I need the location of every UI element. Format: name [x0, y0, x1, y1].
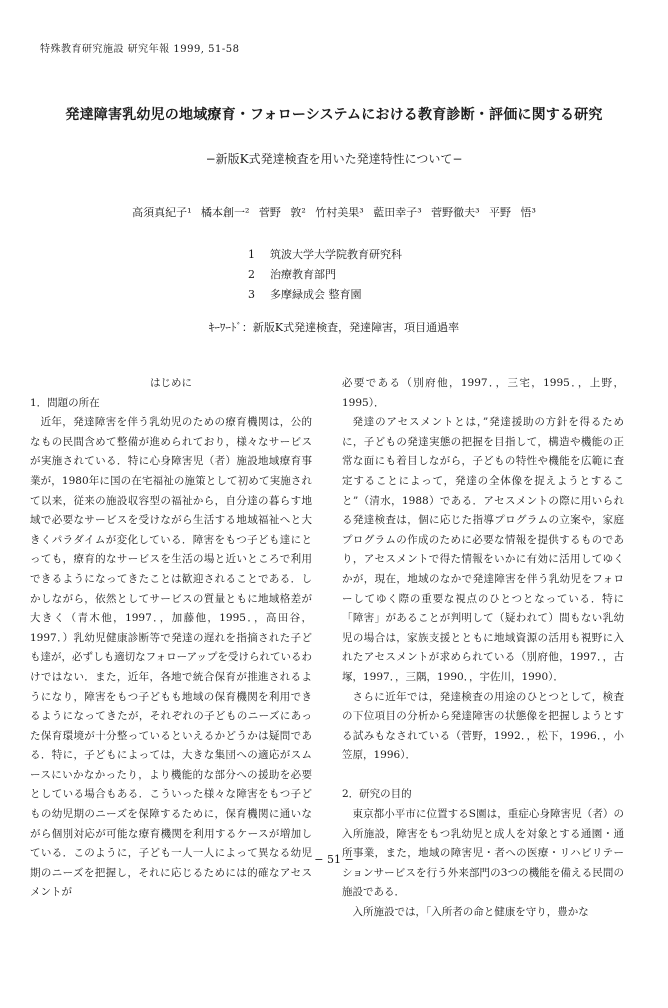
affiliation-list	[248, 245, 402, 305]
affiliation-item	[248, 245, 402, 265]
subsection-heading: 2．研究の目的	[342, 788, 412, 801]
subsection-heading: 1．問題の所在	[30, 396, 100, 409]
keywords-line: ｷｰﾜｰﾄﾞ：新版K式発達検査，発達障害，項目通過率	[208, 321, 460, 334]
journal-header: 特殊教育研究施設 研究年報 1999, 51-58	[40, 44, 240, 55]
paper-subtitle: −新版K式発達検査を用いた発達特性について−	[205, 152, 463, 166]
body-paragraph: 東京都小平市に位置するS園は，重症心身障害児（者）の入所施設，障害をもつ乳幼児と成人を対象とする通園・通所事業，また，地域の障害児・者への医療・リハビリテーションサービスを行う外来部門の3つの機能を備える民間の施設である．	[342, 808, 624, 899]
body-paragraph: 入所施設では，「入所者の命と健康を守り，豊かな	[352, 906, 589, 919]
affiliation-name: 多摩緑成会 整育園	[270, 288, 362, 301]
affiliation-name: 治療教育部門	[270, 268, 336, 281]
affiliation-number: 1	[248, 248, 255, 261]
author-list: 高須真紀子¹ 橘本創一² 菅野 敦² 竹村美果³ 藍田幸子³ 菅野徹夫³ 平野 悟³	[132, 206, 536, 219]
affiliation-number: 3	[248, 288, 255, 301]
body-paragraph: 近年，発達障害を伴う乳幼児のための療育機関は，公的なもの民間含めて整備が進められており，様々なサービスが実施されている．特に心身障害児（者）施設地域療育事業が，1980年に国の在宅福祉の施策として初めて実施されて以来，従来の施設収容型の福祉から，自分達の暮らす地域で必要なサービスを受けながら生活する地域福祉へと大きくパラダイムが変化している．障害をもつ子ども達にとっても，療育的なサービスを生活の場と近いところで利用できるようになってきたことは歓迎されることである．しかしながら，依然としてサービスの質量ともに地域格差が大きく（青木他，1997．，加藤他，1995．，高田谷，1997．）乳幼児健康診断等で発達の遅れを指摘された子ども達が，必ずしも適切なフォローアップを受けられているわけではない．また，近年，各地で統合保育が推進されるようになり，障害をもつ子どもも地域の保育機関を利用できるようになってきたが，それぞれの子どものニーズにあった保育環境が十分整っているといえるかどうかは疑問である．特に，子どもによっては，大きな集団への適応がスムースにいかなかったり，より機能的な部分への援助を必要としている場合もある．こういった様々な障害をもつ子どもの幼児期のニーズを保障するために，保育機関に通いながら個別対応が可能な療育機関を利用するケースが増加している．このように，子ども一人一人によって異なる幼児期のニーズを把握し，それに応じるためには的確なアセスメントが	[30, 416, 312, 899]
body-paragraph: 発達のアセスメントとは，”発達援助の方針を得るために，子どもの発達実態の把握を目指して，構造や機能の正常な面にも着目しながら，子どもの特性や機能を広範に査定することによって，発達の全体像を捉えようとすること”（清水，1988）である．アセスメントの際に用いられる発達検査は，個に応じた指導プログラムの立案や，家庭プログラムの作成のために必要な情報を提供するものであり，アセスメントで得た情報をいかに有効に活用してゆくかが，現在，地域のなかで発達障害を伴う乳幼児をフォローしてゆく際の重要な視点のひとつとなっている．特に「障害」があることが判明して（疑われて）間もない乳幼児の場合は，家族支援とともに地域資源の活用も視野に入れたアセスメントが求められている（別府他，1997．，古塚，1997．，三隅，1990．，宇佐川，1990）．	[342, 416, 624, 683]
paragraph-spacer	[342, 766, 624, 786]
right-column	[342, 374, 624, 923]
page-number: − 51 −	[314, 853, 354, 866]
paper-title: 発達障害乳幼児の地域療育・フォローシステムにおける教育診断・評価に関する研究	[65, 107, 603, 123]
left-column	[30, 374, 312, 903]
affiliation-number: 2	[248, 268, 255, 281]
affiliation-name: 筑波大学大学院教育研究科	[270, 248, 402, 261]
body-paragraph: さらに近年では，発達検査の用途のひとつとして，検査の下位項目の分析から発達障害の状態像を把握しようとする試みもなされている（菅野，1992．，松下，1996．，小笠原，1996）．	[342, 690, 624, 762]
body-paragraph: 必要である（別府他，1997．，三宅，1995．，上野，1995）．	[342, 377, 624, 409]
section-heading: はじめに	[150, 377, 192, 389]
affiliation-item	[248, 265, 402, 285]
affiliation-item	[248, 285, 402, 305]
